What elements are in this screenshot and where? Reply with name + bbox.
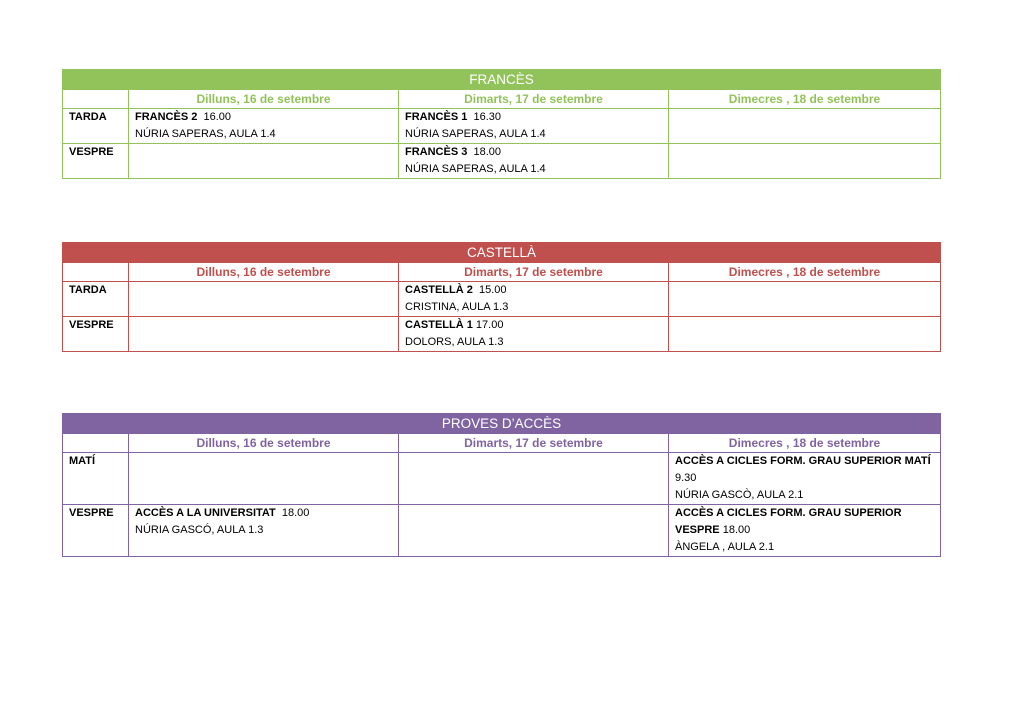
schedule-cell <box>399 282 669 317</box>
course-name: ACCÈS A CICLES FORM. GRAU SUPERIOR <box>675 507 902 519</box>
day-header-monday: Dilluns, 16 de setembre <box>129 434 399 453</box>
day-header-tuesday: Dimarts, 17 de setembre <box>399 434 669 453</box>
schedule-cell-empty <box>669 317 941 352</box>
course-name: FRANCÈS 1 <box>405 111 468 123</box>
course-time: 16.00 <box>203 111 231 123</box>
teacher-room: NÚRIA GASCÒ, AULA 2.1 <box>675 489 804 501</box>
slot-label: TARDA <box>63 282 129 317</box>
schedule-cell <box>129 505 399 557</box>
day-header-tuesday: Dimarts, 17 de setembre <box>399 90 669 109</box>
slot-label: VESPRE <box>63 317 129 352</box>
teacher-room: NÚRIA SAPERAS, AULA 1.4 <box>135 128 276 140</box>
corner-cell <box>63 90 129 109</box>
schedule-cell <box>129 109 399 144</box>
schedule-cell <box>399 109 669 144</box>
course-time: 17.00 <box>475 319 504 331</box>
course-name: FRANCÈS 2 <box>135 111 198 123</box>
schedule-cell-empty <box>669 282 941 317</box>
course-name: ACCÈS A CICLES FORM. GRAU SUPERIOR MATÍ <box>675 455 931 467</box>
teacher-room: NÚRIA SAPERAS, AULA 1.4 <box>405 128 546 140</box>
table-row <box>63 144 941 179</box>
frances-schedule-table <box>62 69 941 179</box>
frances-title: FRANCÈS <box>63 70 941 90</box>
schedule-cell-empty <box>129 144 399 179</box>
castella-title: CASTELLÀ <box>63 243 941 263</box>
schedule-cell-empty <box>399 505 669 557</box>
course-time: 9.30 <box>675 472 697 484</box>
slot-label: VESPRE <box>63 144 129 179</box>
course-time: 16.30 <box>473 111 501 123</box>
castella-schedule-table <box>62 242 941 352</box>
day-header-monday: Dilluns, 16 de setembre <box>129 263 399 282</box>
course-name: FRANCÈS 3 <box>405 146 468 158</box>
schedule-cell-empty <box>129 317 399 352</box>
table-row <box>63 453 941 505</box>
day-header-tuesday: Dimarts, 17 de setembre <box>399 263 669 282</box>
slot-label: MATÍ <box>63 453 129 505</box>
course-time: 18.00 <box>722 524 751 536</box>
course-name: ACCÈS A LA UNIVERSITAT <box>135 507 276 519</box>
schedule-cell-empty <box>669 144 941 179</box>
slot-label: VESPRE <box>63 505 129 557</box>
table-row <box>63 282 941 317</box>
course-name-continued: VESPRE <box>675 524 720 536</box>
day-header-wednesday: Dimecres , 18 de setembre <box>669 434 941 453</box>
teacher-room: CRISTINA, AULA 1.3 <box>405 301 509 313</box>
course-time: 15.00 <box>478 284 507 296</box>
course-name: CASTELLÀ 1 <box>405 319 473 331</box>
teacher-room: NÚRIA GASCÓ, AULA 1.3 <box>135 524 264 536</box>
schedule-cell <box>399 317 669 352</box>
table-row <box>63 109 941 144</box>
proves-schedule-table <box>62 413 941 557</box>
corner-cell <box>63 434 129 453</box>
day-header-monday: Dilluns, 16 de setembre <box>129 90 399 109</box>
schedule-cell <box>669 453 941 505</box>
schedule-cell-empty <box>129 453 399 505</box>
schedule-cell <box>399 144 669 179</box>
schedule-cell-empty <box>399 453 669 505</box>
slot-label: TARDA <box>63 109 129 144</box>
schedule-cell <box>669 505 941 557</box>
course-time: 18.00 <box>473 146 501 158</box>
table-row <box>63 317 941 352</box>
course-time: 18.00 <box>281 507 310 519</box>
table-row <box>63 505 941 557</box>
proves-title: PROVES D’ACCÈS <box>63 414 941 434</box>
corner-cell <box>63 263 129 282</box>
schedule-cell-empty <box>669 109 941 144</box>
day-header-wednesday: Dimecres , 18 de setembre <box>669 90 941 109</box>
schedule-cell-empty <box>129 282 399 317</box>
day-header-wednesday: Dimecres , 18 de setembre <box>669 263 941 282</box>
teacher-room: NÚRIA SAPERAS, AULA 1.4 <box>405 163 546 175</box>
teacher-room: DOLORS, AULA 1.3 <box>405 336 504 348</box>
course-name: CASTELLÀ 2 <box>405 284 473 296</box>
teacher-room: ÀNGELA , AULA 2.1 <box>675 541 775 553</box>
